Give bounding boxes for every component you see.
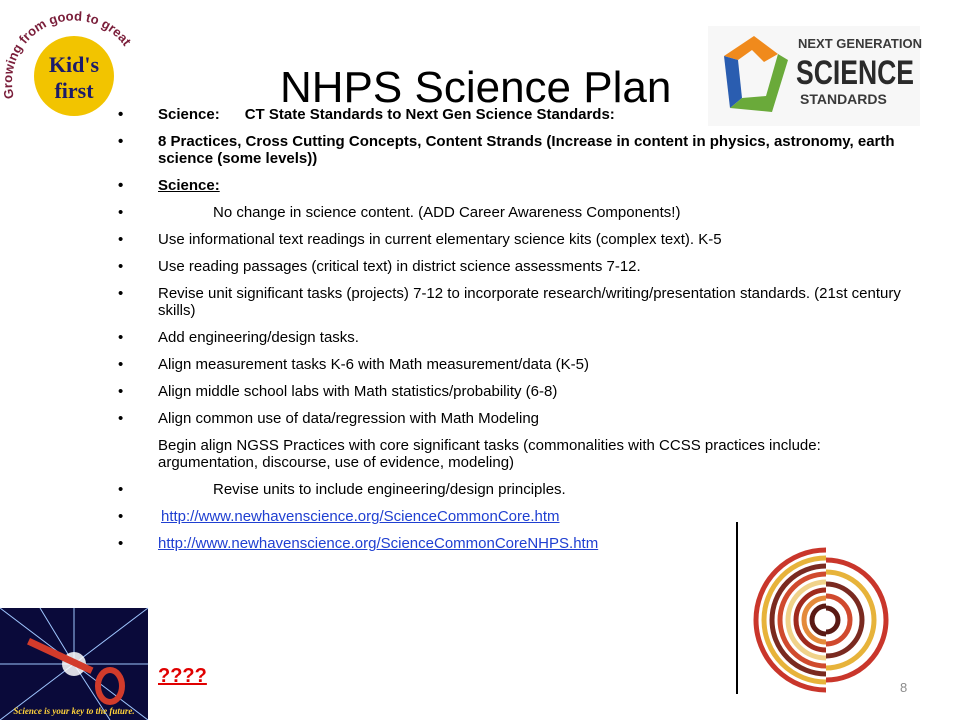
- bullet-dot: •: [118, 410, 124, 427]
- key-logo-caption: Science is your key to the future.: [13, 706, 135, 716]
- paragraph-item: Begin align NGSS Practices with core significant tasks (commonalities with CCSS practices include: argumentation, discourse, use of evidence, modeling): [158, 437, 821, 471]
- page-number: 8: [900, 680, 908, 695]
- ngss-logo-line1: NEXT GENERATION: [798, 36, 922, 51]
- science-common-core-nhps-link[interactable]: http://www.newhavenscience.org/ScienceCommonCoreNHPS.htm: [158, 535, 599, 552]
- bullet-item: • Add engineering/design tasks.: [118, 329, 359, 346]
- bullet-list: [118, 106, 908, 562]
- bullet-item: • Science:: [118, 177, 220, 194]
- bullet-dot: •: [118, 177, 124, 194]
- ngss-logo-line3: STANDARDS: [800, 91, 887, 107]
- bullet-item: • Science: CT State Standards to Next Gen Science Standards:: [118, 106, 615, 123]
- bullet-item: • 8 Practices, Cross Cutting Concepts, Content Strands (Increase in content in physics, astronomy, earth science (some levels)): [118, 133, 895, 167]
- ngss-logo-line2: SCIENCE: [796, 54, 914, 92]
- science-common-core-link[interactable]: http://www.newhavenscience.org/ScienceCommonCore.htm: [161, 508, 560, 525]
- kids-logo-arc-text: Growing from good to great: [0, 8, 135, 101]
- bullet-dot: •: [118, 106, 124, 123]
- slide-title: NHPS Science Plan: [280, 63, 672, 113]
- science-key-logo: [0, 608, 148, 720]
- bullet-item: • Use informational text readings in current elementary science kits (complex text). K-5: [118, 231, 722, 248]
- bullet-dot: •: [118, 231, 124, 248]
- spiral-image: [734, 520, 938, 696]
- bullet-dot: •: [118, 285, 124, 302]
- bullet-dot: •: [118, 356, 124, 373]
- bullet-dot: •: [118, 204, 124, 221]
- bullet-item: • Revise units to include engineering/design principles.: [118, 481, 566, 498]
- bullet-dot: •: [118, 508, 124, 525]
- bullet-item: • Use reading passages (critical text) in district science assessments 7-12.: [118, 258, 641, 275]
- bullet-item: • Revise unit significant tasks (projects) 7-12 to incorporate research/writing/presentation standards. (21st century skills): [118, 285, 901, 319]
- bullet-dot: •: [118, 481, 124, 498]
- kids-logo-first: first: [54, 78, 94, 103]
- bullet-item: • Align measurement tasks K-6 with Math measurement/data (K-5): [118, 356, 590, 373]
- bullet-item: • Align middle school labs with Math statistics/probability (6-8): [118, 383, 558, 400]
- bullet-dot: •: [118, 383, 124, 400]
- bullet-item: • Align common use of data/regression with Math Modeling: [118, 410, 540, 427]
- bullet-dot: •: [118, 133, 124, 150]
- kids-logo-kids: Kid's: [48, 52, 100, 77]
- bullet-dot: •: [118, 329, 124, 346]
- question-marks-link[interactable]: ????: [158, 665, 207, 687]
- bullet-dot: •: [118, 535, 124, 552]
- bullet-dot: •: [118, 258, 124, 275]
- bullet-item: • No change in science content. (ADD Career Awareness Components!): [118, 204, 681, 221]
